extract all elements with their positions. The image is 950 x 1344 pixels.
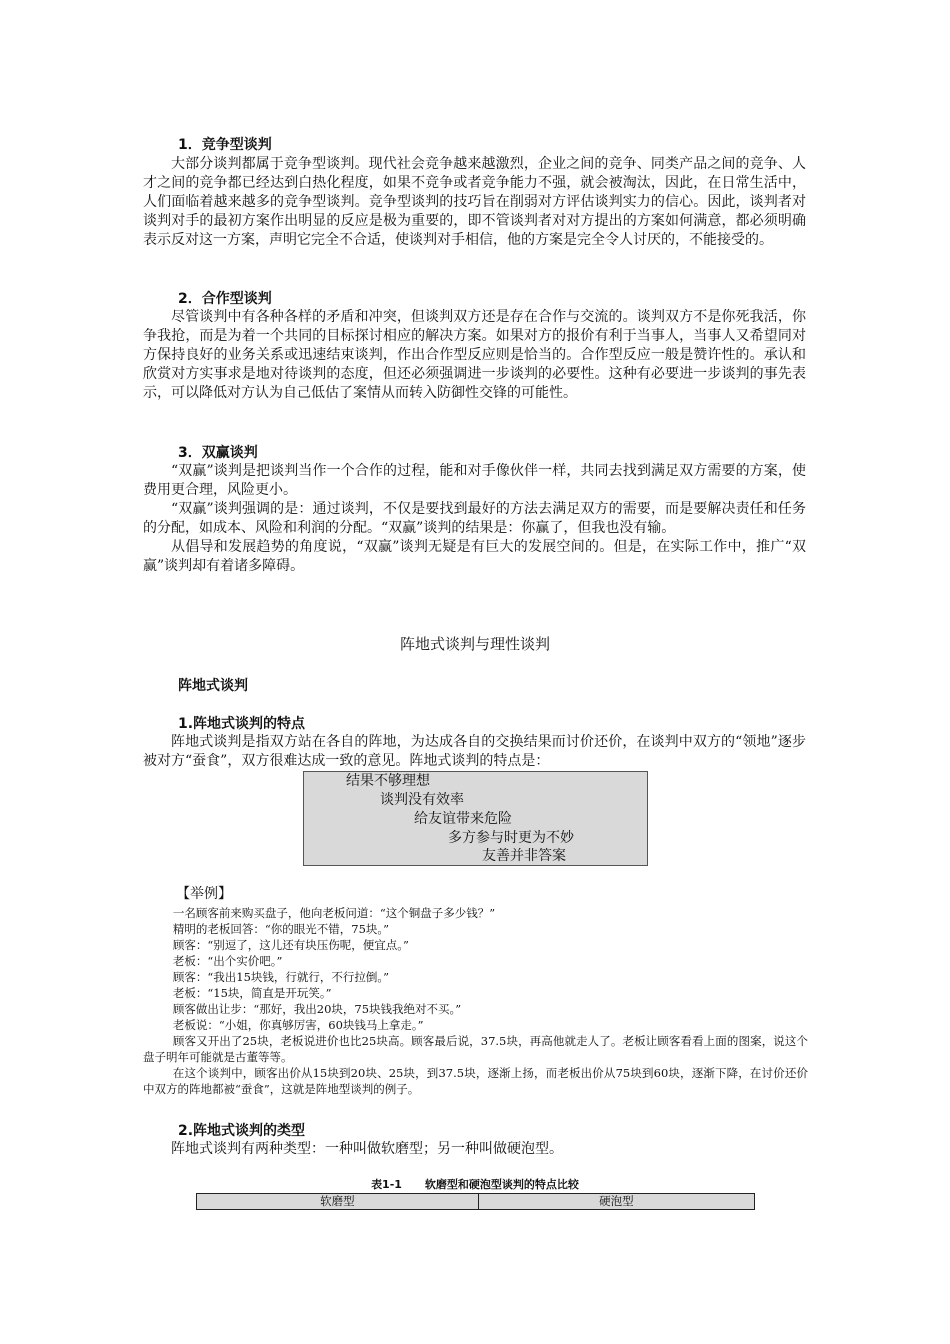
paragraph: 阵地式谈判有两种类型：一种叫做软磨型；另一种叫做硬泡型。 <box>171 1141 563 1157</box>
feature-item: 给友谊带来危险 <box>414 811 512 827</box>
example-line: 顾客：“我出15块钱，行就行，不行拉倒。” <box>172 970 390 984</box>
example-line: 在这个谈判中，顾客出价从15块到20块、25块，到37.5块，逐渐上扬，而老板出价从75块到60块，逐渐下降，在讨价还价中双方的阵地都被“蚕食”，这就是阵地型谈判的例子。 <box>143 1066 808 1096</box>
feature-item: 多方参与时更为不妙 <box>448 830 574 846</box>
paragraph: 阵地式谈判是指双方站在各自的阵地，为达成各自的交换结果而讨价还价，在谈判中双方的“领地”逐步被对方“蚕食”，双方很难达成一致的意见。阵地式谈判的特点是： <box>143 734 806 769</box>
feature-item: 友善并非答案 <box>482 848 566 864</box>
example-line: 顾客做出让步：“那好，我出20块，75块钱我绝对不买。” <box>172 1002 462 1016</box>
comparison-table <box>196 1193 755 1210</box>
section-body-cooperative <box>143 308 806 403</box>
example-line: 顾客又开出了25块，老板说进价也比25块高。顾客最后说，37.5块，再高他就走人了。老板让顾客看看上面的图案，说这个盘子明年可能就是古董等等。 <box>143 1034 808 1064</box>
table-header-cell: 软磨型 <box>197 1194 479 1210</box>
positional-features-heading: 1.阵地式谈判的特点 <box>178 716 306 732</box>
example-tag: 【举例】 <box>176 886 232 902</box>
example-line: 精明的老板回答：“你的眼光不错，75块。” <box>172 922 390 936</box>
example-dialogue <box>143 905 808 1097</box>
paragraph: 从倡导和发展趋势的角度说，“双赢”谈判无疑是有巨大的发展空间的。但是，在实际工作中，推广“双赢”谈判却有着诸多障碍。 <box>143 539 806 574</box>
table-caption: 表1-1 软磨型和硬泡型谈判的特点比较 <box>371 1178 579 1191</box>
example-line: 老板说：“小姐，你真够厉害，60块钱马上拿走。” <box>172 1018 424 1032</box>
section-body-win-win <box>143 462 806 576</box>
section-body-competitive <box>143 155 806 250</box>
paragraph: “双赢”谈判是把谈判当作一个合作的过程，能和对手像伙伴一样，共同去找到满足双方需要的方案，使费用更合理，风险更小。 <box>143 463 806 498</box>
positional-heading: 阵地式谈判 <box>178 678 248 694</box>
feature-item: 结果不够理想 <box>346 773 430 789</box>
positional-types-heading: 2.阵地式谈判的类型 <box>178 1123 306 1139</box>
feature-item: 谈判没有效率 <box>380 792 464 808</box>
chapter-title: 阵地式谈判与理性谈判 <box>399 635 550 653</box>
example-line: 老板：“出个实价吧。” <box>172 954 283 968</box>
paragraph: 大部分谈判都属于竞争型谈判。现代社会竞争越来越激烈，企业之间的竞争、同类产品之间的竞争、人才之间的竞争都已经达到白热化程度，如果不竞争或者竞争能力不强，就会被淘汰，因此，在日常生活中，人们面临着越来越多的竞争型谈判。竞争型谈判的技巧旨在削弱对方评估谈判实力的信心。因此，谈判者对谈判对手的最初方案作出明显的反应是极为重要的，即不管谈判者对对方提出的方案如何满意，都必须明确表示反对这一方案，声明它完全不合适，使谈判对手相信，他的方案是完全令人讨厌的，不能接受的。 <box>143 156 806 248</box>
paragraph: “双赢”谈判强调的是：通过谈判，不仅是要找到最好的方法去满足双方的需要，而是要解决责任和任务的分配，如成本、风险和利润的分配。“双赢”谈判的结果是：你赢了，但我也没有输。 <box>143 501 806 536</box>
table-header-row <box>197 1194 755 1210</box>
section-heading-competitive: 1．竞争型谈判 <box>178 137 272 153</box>
positional-features-body <box>143 733 806 771</box>
paragraph: 尽管谈判中有各种各样的矛盾和冲突，但谈判双方还是存在合作与交流的。谈判双方不是你死我活，你争我抢，而是为着一个共同的目标探讨相应的解决方案。如果对方的报价有利于当事人，当事人又希望同对方保持良好的业务关系或迅速结束谈判，作出合作型反应则是恰当的。合作型反应一般是赞许性的。承认和欣赏对方实事求是地对待谈判的态度，但还必须强调进一步谈判的必要性。这种有必要进一步谈判的事先表示，可以降低对方认为自己低估了案情从而转入防御性交锋的可能性。 <box>143 309 806 401</box>
section-heading-win-win: 3．双赢谈判 <box>178 445 258 461</box>
features-box <box>303 771 648 866</box>
example-line: 一名顾客前来购买盘子，他向老板问道：“这个铜盘子多少钱？” <box>172 906 496 920</box>
positional-types-body <box>143 1140 806 1159</box>
section-heading-cooperative: 2．合作型谈判 <box>178 291 272 307</box>
table-header-cell: 硬泡型 <box>478 1194 754 1210</box>
example-line: 老板：“15块，简直是开玩笑。” <box>172 986 332 1000</box>
example-line: 顾客：“别逗了，这儿还有块压伤呢，便宜点。” <box>172 938 409 952</box>
